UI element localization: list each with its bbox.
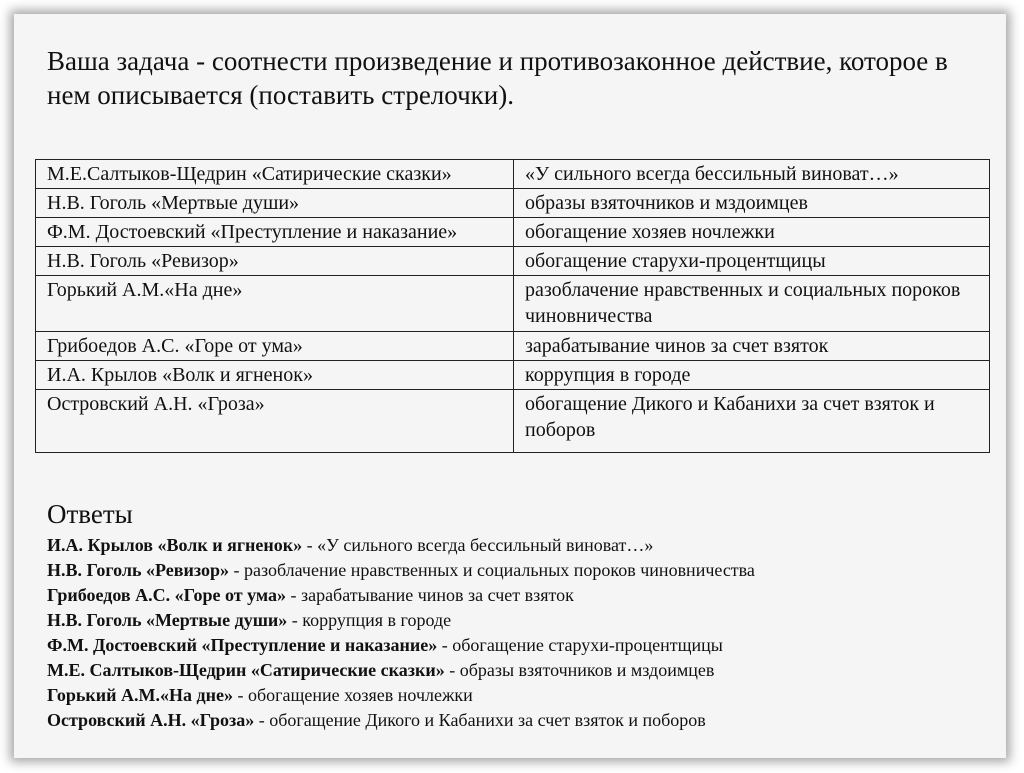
work-cell: Островский А.Н. «Гроза»	[36, 390, 514, 453]
answer-item	[47, 683, 755, 708]
answer-action: - коррупция в городе	[287, 610, 452, 630]
work-cell: И.А. Крылов «Волк и ягненок»	[36, 361, 514, 390]
work-cell: Горький А.М.«На дне»	[36, 276, 514, 332]
answer-action: - разоблачение нравственных и социальных пороков чиновничества	[228, 560, 755, 580]
work-cell: Н.В. Гоголь «Мертвые души»	[36, 189, 514, 218]
answer-work: Н.В. Гоголь «Ревизор»	[47, 560, 229, 580]
table-row	[36, 160, 990, 189]
answer-item	[47, 583, 755, 608]
answer-work: Ф.М. Достоевский «Преступление и наказание»	[47, 635, 438, 655]
answer-work: Грибоедов А.С. «Горе от ума»	[47, 585, 286, 605]
answer-item	[47, 608, 755, 633]
action-cell: зарабатывание чинов за счет взяток	[514, 332, 990, 361]
table-row	[36, 361, 990, 390]
answer-action: - обогащение Дикого и Кабанихи за счет взяток и поборов	[254, 710, 706, 730]
answers-list	[47, 533, 755, 733]
answer-work: Н.В. Гоголь «Мертвые души»	[47, 610, 288, 630]
action-cell: обогащение Дикого и Кабанихи за счет взяток и поборов	[514, 390, 990, 453]
answer-action: - образы взяточников и мздоимцев	[444, 660, 715, 680]
table-row	[36, 189, 990, 218]
answer-action: - зарабатывание чинов за счет взяток	[285, 585, 574, 605]
action-cell: коррупция в городе	[514, 361, 990, 390]
answers-heading: Ответы	[47, 499, 133, 529]
action-cell: разоблачение нравственных и социальных пороков чиновничества	[514, 276, 990, 332]
answer-work: Горький А.М.«На дне»	[47, 685, 233, 705]
action-cell: образы взяточников и мздоимцев	[514, 189, 990, 218]
answer-work: Островский А.Н. «Гроза»	[47, 710, 255, 730]
answer-work: И.А. Крылов «Волк и ягненок»	[47, 535, 303, 555]
answer-work: М.Е. Салтыков-Щедрин «Сатирические сказки»	[47, 660, 445, 680]
slide	[14, 14, 1006, 758]
work-cell: Грибоедов А.С. «Горе от ума»	[36, 332, 514, 361]
action-cell: обогащение хозяев ночлежки	[514, 218, 990, 247]
answer-item	[47, 633, 755, 658]
answer-item	[47, 558, 755, 583]
table-row	[36, 390, 990, 453]
answer-item	[47, 658, 755, 683]
work-cell: М.Е.Салтыков-Щедрин «Сатирические сказки»	[36, 160, 514, 189]
table-row	[36, 276, 990, 332]
table-row	[36, 332, 990, 361]
answer-action: - обогащение хозяев ночлежки	[232, 685, 473, 705]
task-title: Ваша задача - соотнести произведение и противозаконное действие, которое в нем описывается (поставить стрелочки).	[47, 46, 948, 110]
answer-action: - обогащение старухи-процентщицы	[437, 635, 723, 655]
action-cell: «У сильного всегда бессильный виноват…»	[514, 160, 990, 189]
matching-table	[35, 159, 990, 453]
answer-action: - «У сильного всегда бессильный виноват…»	[302, 535, 654, 555]
work-cell: Н.В. Гоголь «Ревизор»	[36, 247, 514, 276]
work-cell: Ф.М. Достоевский «Преступление и наказание»	[36, 218, 514, 247]
table-row	[36, 218, 990, 247]
answer-item	[47, 533, 755, 558]
table-row	[36, 247, 990, 276]
action-cell: обогащение старухи-процентщицы	[514, 247, 990, 276]
answer-item	[47, 708, 755, 733]
